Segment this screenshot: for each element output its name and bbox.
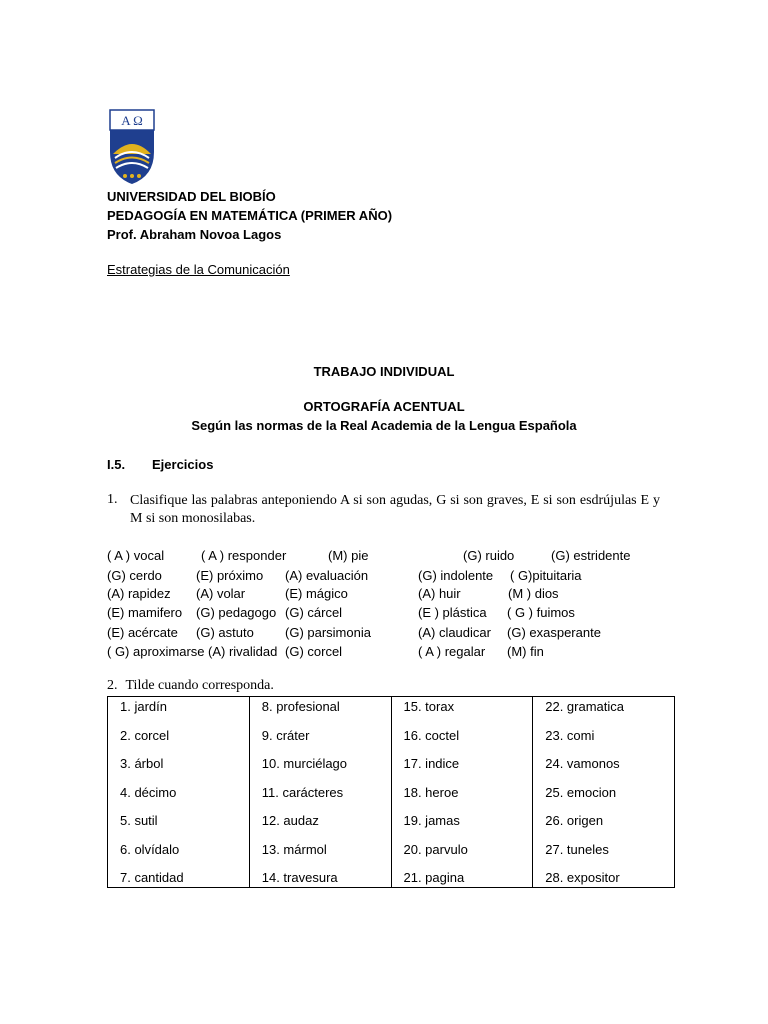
list-item: (A) rapidez (107, 586, 171, 601)
table-cell: 13. mármol (261, 842, 327, 857)
exercise2-heading (107, 678, 282, 694)
exercise2-instruction: Tilde cuando corresponda. (125, 678, 274, 693)
university-logo (107, 106, 157, 186)
list-item: (G) pedagogo (196, 605, 277, 620)
table-cell: 16. coctel (403, 728, 460, 743)
list-item: (G) exasperante (507, 625, 601, 640)
list-item: ( A ) responder (201, 548, 287, 563)
university-name: UNIVERSIDAD DEL BIOBÍO (107, 189, 276, 204)
table-cell: 6. olvídalo (120, 842, 180, 857)
table-cell: 17. indice (403, 756, 460, 771)
program-name: PEDAGOGÍA EN MATEMÁTICA (PRIMER AÑO) (107, 208, 393, 223)
list-item: (G) ruido (463, 548, 515, 563)
logo-text: A Ω (121, 113, 143, 128)
table-cell: 11. carácteres (261, 785, 344, 800)
exercise2-number: 2. (107, 678, 118, 693)
table-column (249, 697, 391, 888)
list-item: ( A ) regalar (418, 644, 486, 659)
words-table (107, 696, 675, 888)
table-cell: 12. audaz (261, 813, 319, 828)
table-cell: 10. murciélago (261, 756, 348, 771)
section-number: I.5. (107, 457, 126, 472)
star-icon (123, 174, 141, 178)
list-item: ( G ) fuimos (507, 605, 575, 620)
list-item: (G) cárcel (285, 605, 343, 620)
table-cell: 19. jamas (403, 813, 460, 828)
list-item: (E) próximo (196, 568, 264, 583)
table-cell: 2. corcel (120, 728, 170, 743)
list-item: (A) huir (418, 586, 461, 601)
list-item: (G) astuto (196, 625, 254, 640)
list-item: ( G) aproximarse (107, 644, 205, 659)
table-cell: 27. tuneles (545, 842, 609, 857)
table-cell: 24. vamonos (545, 756, 620, 771)
section-title: Ejercicios (152, 457, 214, 472)
subtitle: Según las normas de la Real Academia de la Lengua Española (191, 418, 577, 433)
list-item: (A) volar (196, 586, 246, 601)
list-item: (G) corcel (285, 644, 343, 659)
table-cell: 4. décimo (120, 785, 177, 800)
list-item: ( A ) vocal (107, 548, 165, 563)
list-item: ( G)pituitaria (510, 568, 582, 583)
list-item: (G) indolente (418, 568, 494, 583)
table-column (108, 697, 250, 888)
list-item: (M) fin (507, 644, 544, 659)
list-item: (M ) dios (508, 586, 559, 601)
topic-title: ORTOGRAFÍA ACENTUAL (303, 399, 465, 414)
table-cell: 28. expositor (545, 870, 620, 885)
list-item: (E) mágico (285, 586, 348, 601)
table-cell: 25. emocion (545, 785, 617, 800)
table-cell: 22. gramatica (545, 699, 625, 714)
professor-name: Prof. Abraham Novoa Lagos (107, 227, 282, 242)
assignment-title: TRABAJO INDIVIDUAL (313, 364, 455, 379)
list-item: (A) claudicar (418, 625, 491, 640)
table-cell: 23. comi (545, 728, 595, 743)
table-cell: 5. sutil (120, 813, 158, 828)
table-cell: 8. profesional (261, 699, 340, 714)
table-column (533, 697, 675, 888)
table-cell: 14. travesura (261, 870, 338, 885)
table-cell: 9. cráter (261, 728, 310, 743)
course-name: Estrategias de la Comunicación (107, 262, 290, 277)
table-cell: 21. pagina (403, 870, 465, 885)
table-cell: 20. parvulo (403, 842, 468, 857)
list-item: (A) evaluación (285, 568, 369, 583)
list-item: (G) parsimonia (285, 625, 371, 640)
table-cell: 1. jardín (120, 699, 167, 714)
table-cell: 18. heroe (403, 785, 459, 800)
exercise1-number: 1. (107, 492, 118, 507)
table-cell: 3. árbol (120, 756, 164, 771)
table-cell: 15. torax (403, 699, 455, 714)
list-item: (G) cerdo (107, 568, 162, 583)
list-item: (E) mamifero (107, 605, 183, 620)
table-cell: 7. cantidad (120, 870, 184, 885)
list-item: (E ) plástica (418, 605, 487, 620)
table-cell: 26. origen (545, 813, 604, 828)
table-column (391, 697, 533, 888)
list-item: (A) rivalidad (208, 644, 278, 659)
exercise1-instruction: Clasifique las palabras anteponiendo A si son agudas, G si son graves, E si son esdrújulas E y M si son monosilabas. (130, 493, 660, 526)
list-item: (E) acércate (107, 625, 178, 640)
list-item: (G) estridente (551, 548, 631, 563)
list-item: (M) pie (328, 548, 369, 563)
